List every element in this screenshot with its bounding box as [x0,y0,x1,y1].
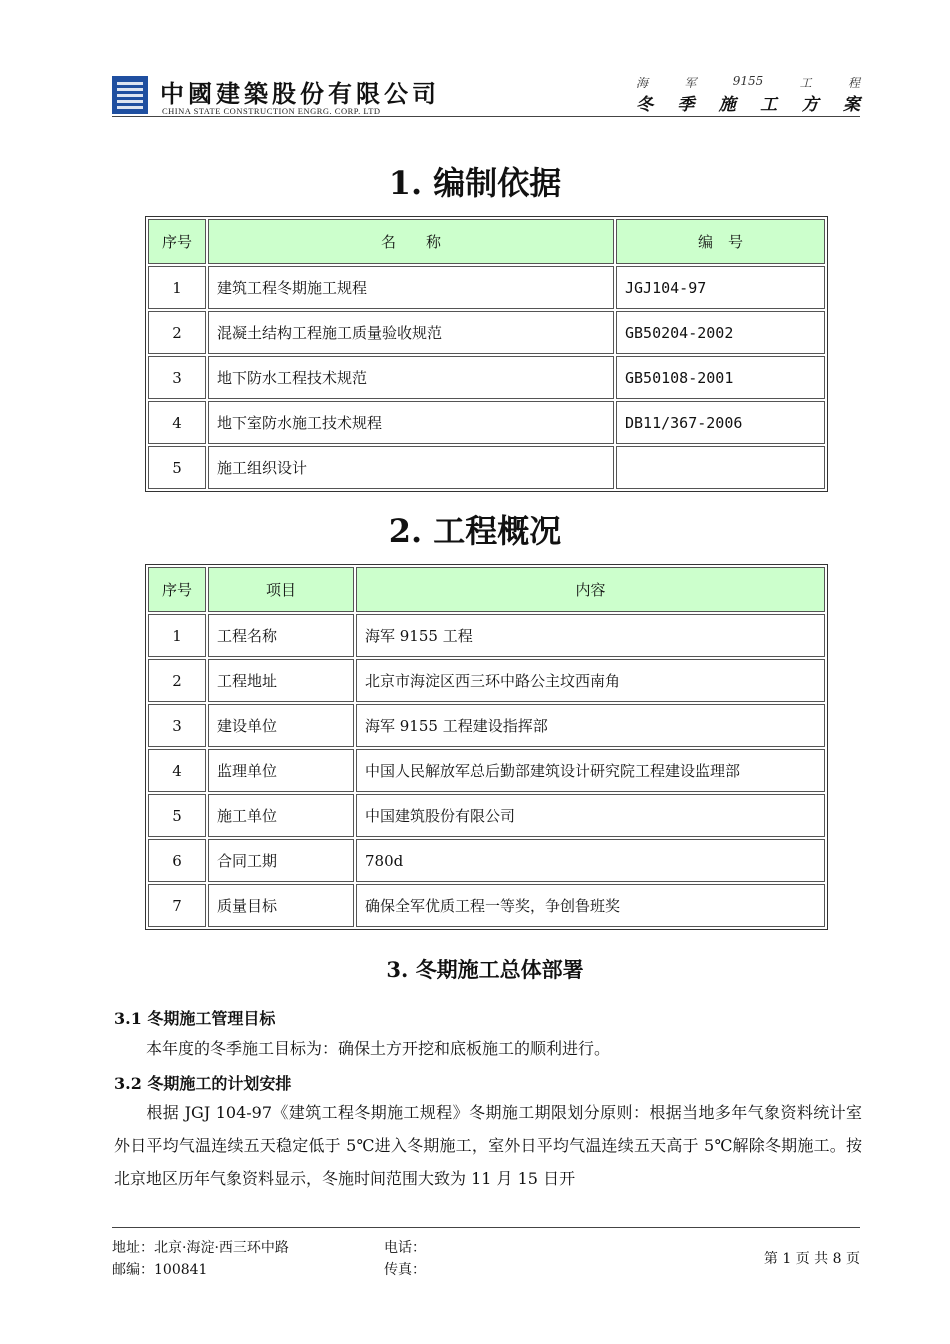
paragraph-3-2: 根据 JGJ 104-97《建筑工程冬期施工规程》冬期施工期限划分原则：根据当地多年气象资料统计室外日平均气温连续五天稳定低于 5℃进入冬期施工，室外日平均气温连续五天高于 5℃解除冬期施工。按北京地区历年气象资料显示，冬施时间范围大致为 11 月 15 日开 [114,1103,862,1188]
table-row: 5 施工组织设计 [148,446,825,489]
paragraph-3-1: 本年度的冬季施工目标为：确保土方开挖和底板施工的顺利进行。 [146,1039,611,1058]
header-content: 内容 [356,567,825,612]
table-row: 3 建设单位 海军 9155 工程建设指挥部 [148,704,825,747]
header-name: 名 称 [208,219,614,264]
table-row: 6 合同工期 780d [148,839,825,882]
header-item: 项目 [208,567,354,612]
subsection-3-1-title: 3.1 冬期施工管理目标 [114,1009,276,1028]
table-row: 2 混凝土结构工程施工质量验收规范 GB50204-2002 [148,311,825,354]
company-name-cn: 中國建築股份有限公司 [160,80,440,108]
table-row: 2 工程地址 北京市海淀区西三环中路公主坟西南角 [148,659,825,702]
page-header [112,70,860,117]
table-row: 3 地下防水工程技术规范 GB50108-2001 [148,356,825,399]
table-row: 1 建筑工程冬期施工规程 JGJ104-97 [148,266,825,309]
page-footer [112,1227,860,1288]
overview-table [145,564,828,930]
footer-fax: 传真： [384,1262,426,1278]
section1-title: 1. 编制依据 [388,164,562,202]
table-row: 4 监理单位 中国人民解放军总后勤部建筑设计研究院工程建设监理部 [148,749,825,792]
table-row: 7 质量目标 确保全军优质工程一等奖，争创鲁班奖 [148,884,825,927]
table-row: 4 地下室防水施工技术规程 DB11/367-2006 [148,401,825,444]
project-name: 海 军 9155 工 程 [636,74,860,90]
subsection-3-2-title: 3.2 冬期施工的计划安排 [114,1074,292,1093]
company-name-en: CHINA STATE CONSTRUCTION ENGRG. CORP. LTD [162,106,381,116]
footer-address: 地址：北京·海淀·西三环中路 [112,1240,289,1256]
header-no: 序号 [148,219,206,264]
section2-title: 2. 工程概况 [388,512,562,550]
footer-postcode: 邮编：100841 [112,1262,208,1278]
header-code: 编 号 [616,219,825,264]
standards-table [145,216,828,492]
company-logo [112,76,148,114]
document-name: 冬 季 施 工 方 案 [636,95,860,115]
table-row: 5 施工单位 中国建筑股份有限公司 [148,794,825,837]
header-no: 序号 [148,567,206,612]
footer-phone: 电话： [384,1240,426,1256]
table-row: 1 工程名称 海军 9155 工程 [148,614,825,657]
page-number: 第 1 页 共 8 页 [763,1251,860,1267]
section3-title: 3. 冬期施工总体部署 [386,957,584,982]
